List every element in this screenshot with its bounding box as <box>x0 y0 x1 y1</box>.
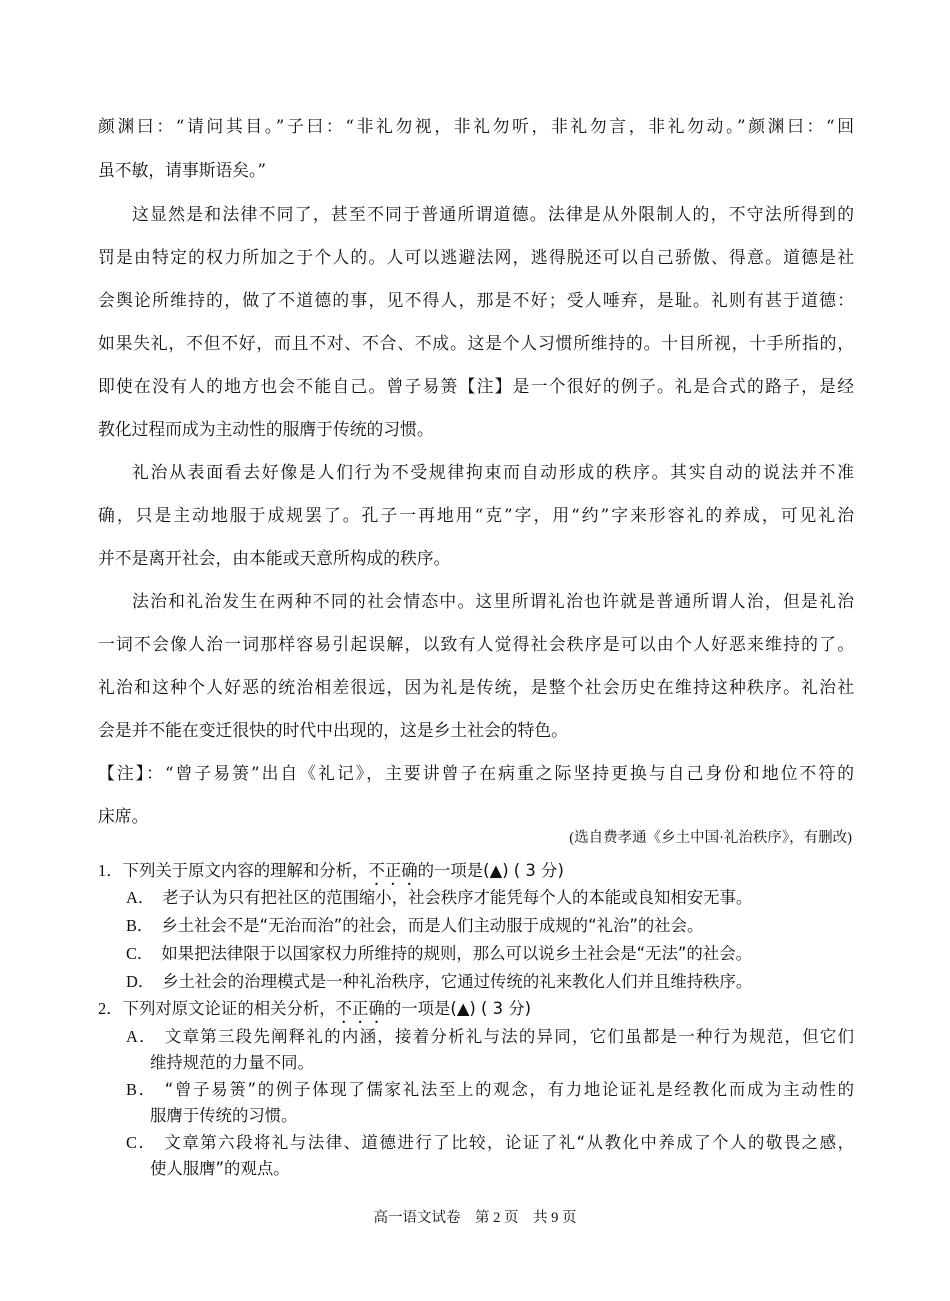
passage-line: 颜渊曰：“请问其目。”子曰：“非礼勿视，非礼勿听，非礼勿言，非礼勿动。”颜渊曰：“回 <box>98 116 854 136</box>
option-a <box>126 1025 854 1049</box>
passage-line: 礼治从表面看去好像是人们行为不受规律拘束而自动形成的秩序。其实自动的说法并不准 <box>132 462 854 482</box>
score-text: ) ( 3 分) <box>502 861 564 880</box>
passage-line: 会是并不能在变迁很快的时代中出现的，这是乡土社会的特色。 <box>98 720 568 740</box>
passage-line: 法治和礼治发生在两种不同的社会情态中。这里所谓礼治也许就是普通所谓人治，但是礼治 <box>132 591 854 611</box>
option-a <box>126 886 752 910</box>
passage-line: 这显然是和法律不同了，甚至不同于普通所谓道德。法律是从外限制人的，不守法所得到的 <box>132 204 854 224</box>
option-d <box>126 970 752 994</box>
stem-text: 的一项是( <box>384 999 457 1018</box>
passage-line: 并不是离开社会，由本能或天意所构成的秩序。 <box>98 548 451 568</box>
stem-text: 下列对原文论证的相关分析， <box>122 999 336 1018</box>
passage-line: 虽不敏，请事斯语矣。” <box>98 160 266 180</box>
question-1-stem <box>98 859 564 889</box>
question-2-stem <box>98 997 531 1027</box>
passage-line: 确，只是主动地服于成规罢了。孔子一再地用“克”字，用“约”字来形容礼的养成，可见礼治 <box>98 505 854 525</box>
note-line: 床席。 <box>98 806 149 826</box>
option-a-continued: 维持规范的力量不同。 <box>150 1053 314 1072</box>
option-letter: D． <box>126 972 155 991</box>
option-letter: B． <box>126 916 154 935</box>
question-number: 1． <box>98 861 123 880</box>
option-text: 如果把法律限于以国家权力所维持的规则，那么可以说乡土社会是“无法”的社会。 <box>161 944 752 963</box>
option-letter: A． <box>126 1027 157 1046</box>
option-letter: C． <box>126 1133 157 1152</box>
option-letter: B． <box>126 1080 157 1099</box>
option-letter: A． <box>126 888 155 907</box>
option-c <box>126 942 752 966</box>
answer-marker-triangle: ▲ <box>456 999 470 1018</box>
option-text: 乡土社会的治理模式是一种礼治秩序，它通过传统的礼来教化人们并且维持秩序。 <box>162 972 753 991</box>
option-c-continued: 使人服膺”的观点。 <box>150 1159 290 1178</box>
passage-line: 即使在没有人的地方也会不能自己。曾子易箦【注】是一个很好的例子。礼是合式的路子，是经 <box>98 376 854 396</box>
option-letter: C． <box>126 944 154 963</box>
option-text: 老子认为只有把社区的范围缩小，社会秩序才能凭每个人的本能或良知相安无事。 <box>162 888 753 907</box>
passage-line: 一词不会像人治一词那样容易引起误解，以致有人觉得社会秩序是可以由个人好恶来维持的了。 <box>98 634 854 654</box>
answer-marker-triangle: ▲ <box>489 861 503 880</box>
option-c <box>126 1131 854 1155</box>
passage-line: 如果失礼，不但不好，而且不对、不合、不成。这是个人习惯所维持的。十目所视，十手所指的， <box>98 333 854 353</box>
option-text: 文章第三段先阐释礼的内涵，接着分析礼与法的异同，它们虽都是一种行为规范，但它们 <box>164 1027 854 1046</box>
passage-line: 罚是由特定的权力所加之于个人的。人可以逃避法网，逃得脱还可以自己骄傲、得意。道德是社 <box>98 247 854 267</box>
passage-line: 教化过程而成为主动性的服膺于传统的习惯。 <box>98 419 434 439</box>
option-b <box>126 914 703 938</box>
passage-line: 会舆论所维持的，做了不道德的事，见不得人，那是不好；受人唾弃，是耻。礼则有甚于道德： <box>98 290 854 310</box>
note-line: 【注】：“曾子易箦”出自《礼记》，主要讲曾子在病重之际坚持更换与自己身份和地位不符的 <box>98 763 854 783</box>
score-text: ) ( 3 分) <box>469 999 532 1018</box>
emphasized-text: 不正确 <box>335 999 385 1018</box>
emphasized-text: 不正确 <box>368 861 418 880</box>
passage-line: 礼治和这种个人好恶的统治相差很远，因为礼是传统，是整个社会历史在维持这种秩序。礼治社 <box>98 677 854 697</box>
source-citation: (选自费孝通《乡土中国·礼治秩序》，有删改) <box>569 830 852 846</box>
page-footer: 高一语文试卷 第 2 页 共 9 页 <box>373 1210 577 1226</box>
question-number: 2． <box>98 999 123 1018</box>
option-b <box>126 1078 854 1102</box>
stem-text: 下列关于原文内容的理解和分析， <box>122 861 369 880</box>
stem-text: 的一项是( <box>417 861 490 880</box>
option-text: 文章第六段将礼与法律、道德进行了比较，论证了礼“从教化中养成了个人的敬畏之感， <box>164 1133 854 1152</box>
option-text: “曾子易箦”的例子体现了儒家礼法至上的观念，有力地论证礼是经教化而成为主动性的 <box>164 1080 855 1099</box>
option-b-continued: 服膺于传统的习惯。 <box>150 1106 298 1125</box>
option-text: 乡土社会不是“无治而治”的社会，而是人们主动服于成规的“礼治”的社会。 <box>161 916 704 935</box>
